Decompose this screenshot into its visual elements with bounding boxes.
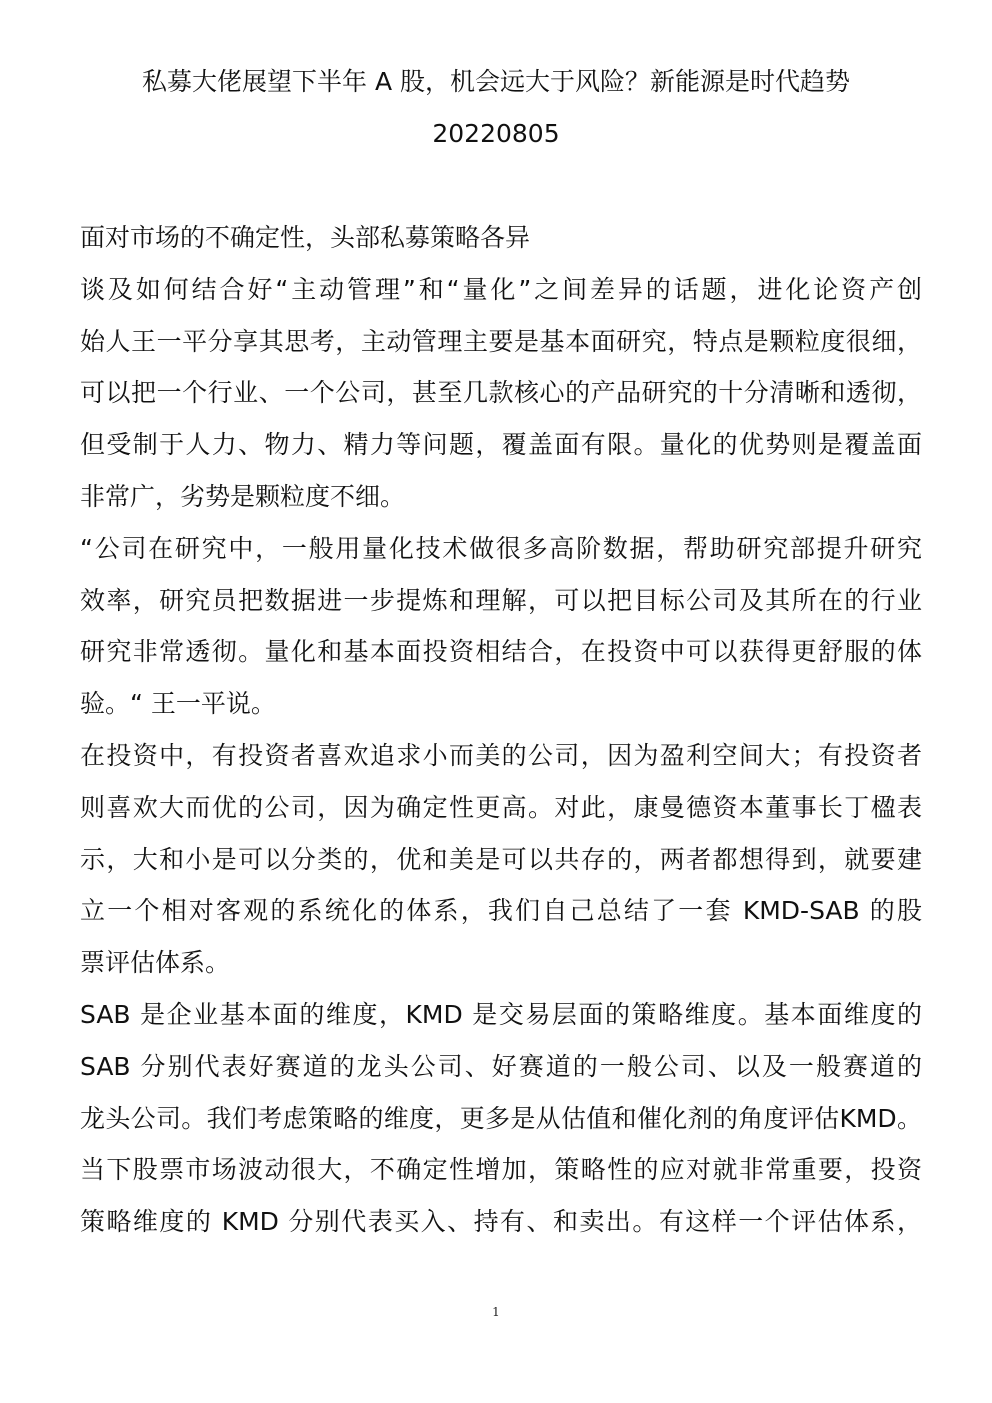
body-line: 立一个相对客观的系统化的体系，我们自己总结了一套 KMD-SAB 的股 — [80, 896, 922, 926]
body-line: 策略维度的 KMD 分别代表买入、持有、和卖出。有这样一个评估体系， — [80, 1207, 922, 1237]
body-line: 谈及如何结合好“主动管理”和“量化”之间差异的话题，进化论资产创 — [80, 274, 922, 304]
body-line: “公司在研究中，一般用量化技术做很多高阶数据，帮助研究部提升研究 — [80, 533, 922, 563]
body-line: 验。“ 王一平说。 — [80, 689, 276, 719]
body-line: 票评估体系。 — [80, 948, 231, 978]
body-line: 可以把一个行业、一个公司，甚至几款核心的产品研究的十分清晰和透彻， — [80, 378, 922, 408]
body-line: 龙头公司。我们考虑策略的维度，更多是从估值和催化剂的角度评估KMD。 — [80, 1103, 922, 1133]
body-line: SAB 是企业基本面的维度，KMD 是交易层面的策略维度。基本面维度的 — [80, 999, 922, 1029]
body-line: 则喜欢大而优的公司，因为确定性更高。对此，康曼德资本董事长丁楹表 — [80, 792, 922, 822]
body-line: 面对市场的不确定性，头部私募策略各异 — [80, 223, 531, 252]
document-title: 私募大佬展望下半年 A 股，机会远大于风险？新能源是时代趋势 — [142, 67, 850, 96]
document-date: 20220805 — [432, 119, 560, 148]
document-title-block — [0, 56, 992, 160]
body-line: 效率，研究员把数据进一步提炼和理解，可以把目标公司及其所在的行业 — [80, 585, 922, 615]
body-line: 但受制于人力、物力、精力等问题，覆盖面有限。量化的优势则是覆盖面 — [80, 430, 922, 460]
body-line: 研究非常透彻。量化和基本面投资相结合，在投资中可以获得更舒服的体 — [80, 637, 922, 667]
body-line: 非常广，劣势是颗粒度不细。 — [80, 481, 406, 511]
page-number: 1 — [492, 1305, 500, 1319]
body-line: SAB 分别代表好赛道的龙头公司、好赛道的一般公司、以及一般赛道的 — [80, 1051, 922, 1081]
body-line: 始人王一平分享其思考，主动管理主要是基本面研究，特点是颗粒度很细， — [80, 326, 922, 356]
body-line: 在投资中，有投资者喜欢追求小而美的公司，因为盈利空间大；有投资者 — [80, 740, 922, 770]
body-line: 当下股票市场波动很大，不确定性增加，策略性的应对就非常重要，投资 — [80, 1155, 922, 1185]
document-body — [80, 212, 922, 1248]
body-line: 示，大和小是可以分类的，优和美是可以共存的，两者都想得到，就要建 — [80, 844, 922, 874]
